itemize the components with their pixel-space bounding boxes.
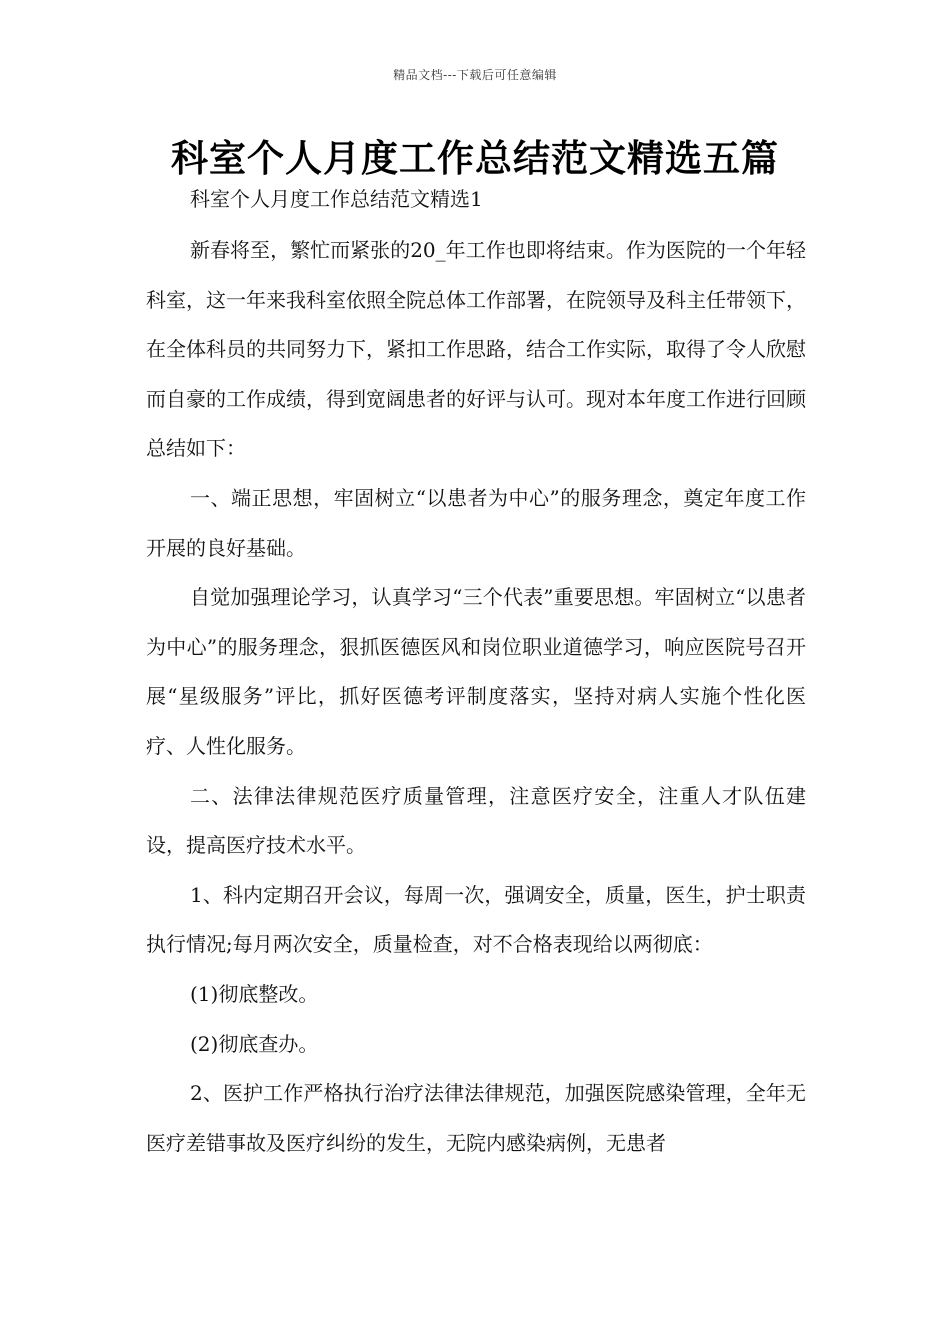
paragraph-subitem-two: (2)彻底查办。 xyxy=(190,1031,319,1056)
paragraph-item-one: 1、科内定期召开会议，每周一次，强调安全，质量，医生，护士职责执行情况;每月两次安全，质量检查，对不合格表现给以两彻底： xyxy=(146,882,806,957)
document-subtitle: 科室个人月度工作总结范文精选1 xyxy=(190,187,483,211)
paragraph-section-one-body: 自觉加强理论学习，认真学习“三个代表”重要思想。牢固树立“以患者为中心”的服务理念，狠抓医德医风和岗位职业道德学习，响应医院号召开展“星级服务”评比，抓好医德考评制度落实，坚持对病人实施个性化医疗、人性化服务。 xyxy=(146,585,806,758)
paragraph-section-two-heading: 二、法律法律规范医疗质量管理，注意医疗安全，注重人才队伍建设，提高医疗技术水平。 xyxy=(146,783,806,858)
paragraph-item-two: 2、医护工作严格执行治疗法律法律规范，加强医院感染管理，全年无医疗差错事故及医疗纠纷的发生，无院内感染病例，无患者 xyxy=(146,1081,806,1155)
paragraph-subitem-one: (1)彻底整改。 xyxy=(190,981,319,1006)
document-title: 科室个人月度工作总结范文精选五篇 xyxy=(171,137,779,180)
paragraph-intro: 新春将至，繁忙而紧张的20_年工作也即将结束。作为医院的一个年轻科室，这一年来我科室依照全院总体工作部署，在院领导及科主任带领下，在全体科员的共同努力下，紧扣工作思路，结合工作实际，取得了令人欣慰而自豪的工作成绩，得到宽阔患者的好评与认可。现对本年度工作进行回顾总结如下： xyxy=(146,238,806,461)
document-body xyxy=(146,226,806,1168)
header-note: 精品文档---下载后可任意编辑 xyxy=(393,68,557,82)
paragraph-section-one-heading: 一、端正思想，牢固树立“以患者为中心”的服务理念，奠定年度工作开展的良好基础。 xyxy=(146,485,806,560)
